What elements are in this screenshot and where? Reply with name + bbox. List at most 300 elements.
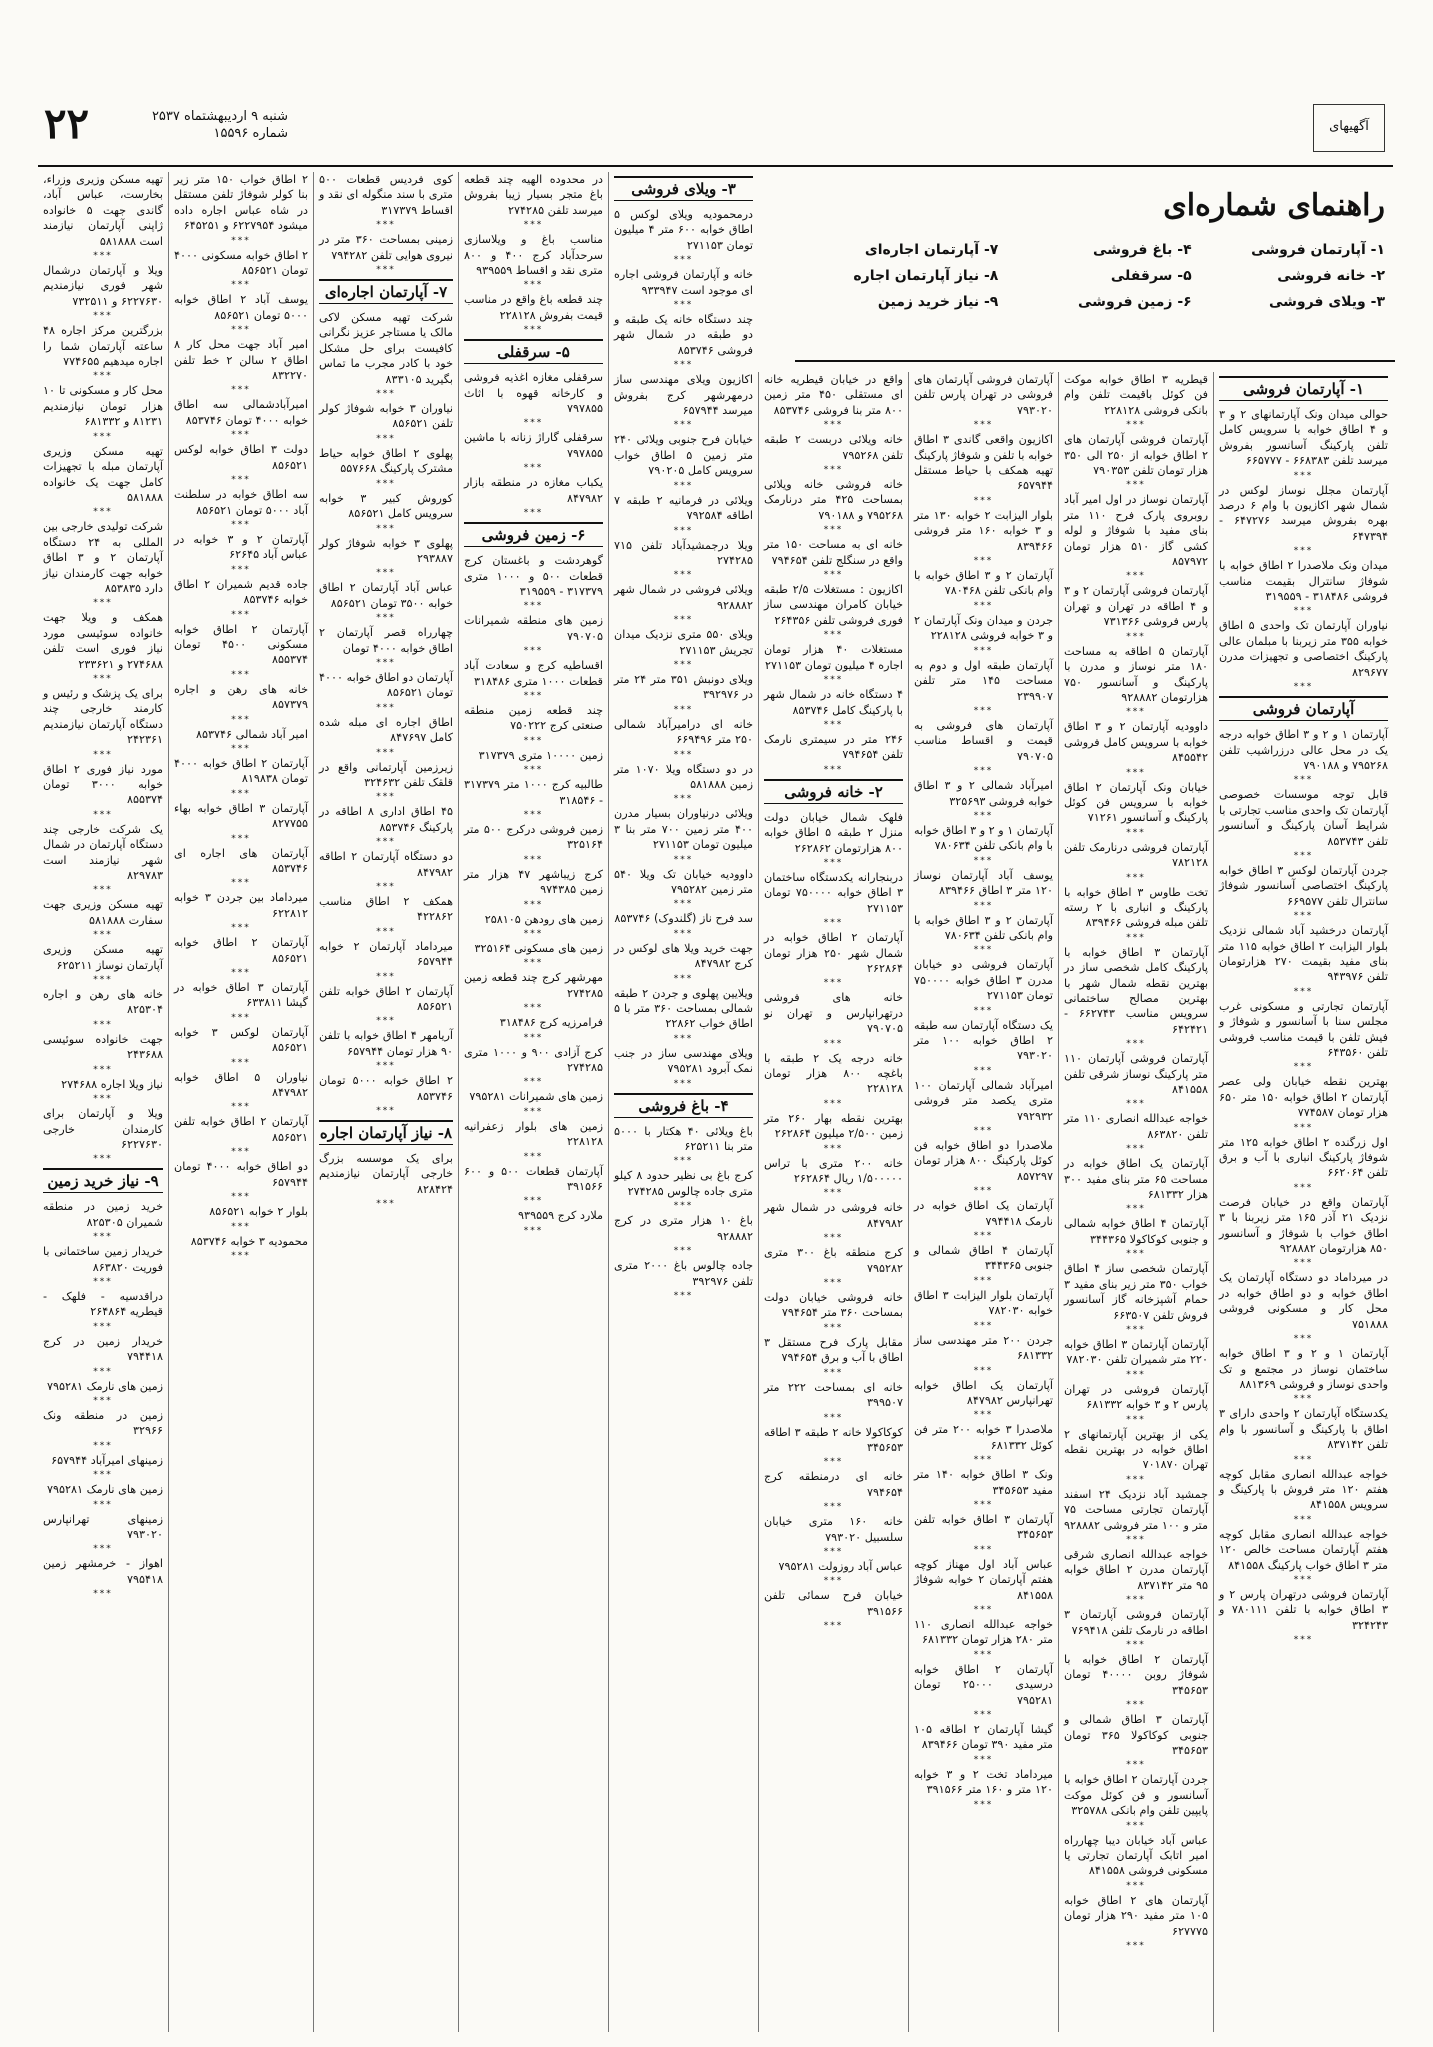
ad-separator: *** (823, 1546, 844, 1557)
classified-ad: خانه های رهن و اجاره ۸۲۵۳۰۴ (43, 988, 163, 1017)
classified-ad: خانه های رهن و اجاره ۸۵۷۳۷۹ (174, 682, 308, 712)
classified-ad: عباس آباد آپارتمان ۲ اطاق خوابه ۳۵۰۰ تومان ۸۵۶۵۲۱ (319, 581, 453, 610)
ad-separator: *** (231, 833, 251, 844)
ad-separator: *** (1126, 932, 1146, 943)
classified-ad: میرداماد بین جردن ۳ خوابه ۶۲۲۸۱۲ (174, 891, 308, 920)
column-6 (458, 172, 608, 2032)
guide-item: ۶- زمین فروشی (1078, 294, 1192, 310)
ad-separator: *** (231, 968, 251, 979)
classified-ad: زمین های شمیرانات ۷۹۵۲۸۱ (469, 1090, 603, 1104)
classified-ad: سد فرح ناز (گلندوک) ۸۵۳۷۴۶ (614, 912, 753, 926)
ad-separator: *** (231, 475, 251, 486)
ad-separator: *** (1293, 1334, 1314, 1345)
classified-ad: ملاصدرا دو اطاق خوابه فن کوئل پارکینگ ۸۰۰ هزار تومان ۸۵۷۲۹۷ (914, 1139, 1053, 1183)
ad-separator: *** (823, 1367, 844, 1378)
classified-ad: ویلا درجمشیدآباد تلفن ۷۱۵ ۲۷۴۲۸۵ (614, 538, 753, 567)
classified-ad: چهارراه قصر آپارتمان ۲ اطاق خوابه ۴۰۰۰ تومان (319, 626, 453, 655)
ad-separator: *** (1293, 1454, 1314, 1465)
classified-ad: ویلای ۵۵۰ متری نزدیک میدان تجریش ۲۷۱۱۵۳ (614, 628, 753, 657)
classified-ad: خرید زمین در منطقه شمیران ۸۲۵۳۰۵ (43, 1200, 163, 1229)
ad-separator: *** (523, 508, 544, 519)
ad-separator: *** (823, 525, 844, 536)
classified-ad: آپارتمان ۲ اطاق خوابه ۸۵۶۵۲۱ (174, 936, 308, 965)
classified-ad: ویلای دونبش ۳۵۱ متر ۲۴ متر در ۳۹۲۹۷۶ (614, 672, 753, 702)
classified-ad: آپارتمان بلوار الیزابت ۳ اطاق خوابه ۷۸۲۰۳۰ (914, 1288, 1053, 1318)
classified-ad: یک شرکت خارجی چند دستگاه آپارتمان در شمال شهر نیازمند است ۸۲۹۷۸۳ (43, 822, 163, 883)
ad-separator: *** (673, 659, 694, 670)
ad-separator: *** (93, 1395, 113, 1406)
ad-separator: *** (973, 900, 994, 911)
classified-ad: سرقفلی گاراژ زنانه با ماشین ۷۹۷۸۵۵ (464, 431, 603, 460)
ad-separator: *** (523, 1032, 544, 1043)
classified-ad: میرداماد آپارتمان ۲ خوابه ۶۵۷۹۴۴ (319, 939, 453, 969)
classified-ad: آپارتمان های ۲ اطاق خوابه ۱۰۵ متر مفید ۲۹۰ هزار تومان ۶۲۷۷۷۵ (1064, 1893, 1208, 1938)
ad-separator: *** (1126, 1099, 1146, 1110)
classified-ad: جردن آپارتمان ۲ اطاق خوابه با آسانسور و فن کوئل موکت پایپین تلفن وام بانکی ۳۲۵۷۸۸ (1064, 1773, 1208, 1818)
classified-ad: آپارتمان فروشی آپارتمان های فروشی در تهران پارس تلفن ۷۹۳۰۲۰ (914, 373, 1053, 417)
classified-ad: همکف و ویلا جهت خانواده سوئیسی مورد نیاز فوری است تلفن ۲۷۴۶۸۸ و ۲۳۳۶۲۱ (43, 611, 163, 671)
classified-ad: خریدار زمین ساختمانی با فوریت ۸۶۳۸۲۰ (43, 1245, 163, 1274)
ad-separator: *** (673, 1033, 694, 1044)
classified-ad: آپارتمان ۲ اطاق خوابه با شوفاژ روبن ۴۰۰۰۰ تومان ۳۴۵۶۵۳ (1064, 1653, 1208, 1697)
classified-ad: یوسف آباد ۲ اطاق خوابه ۵۰۰۰ تومان ۸۵۶۵۲۱ (174, 293, 308, 322)
classified-ad: ویلائی فروشی در شمال شهر ۹۲۸۸۸۲ (614, 583, 753, 612)
classified-ad: آپارتمان یک اطاق خوابه در نارمک ۷۹۴۴۱۸ (914, 1199, 1053, 1228)
ad-separator: *** (973, 600, 994, 611)
ad-separator: *** (823, 1188, 844, 1199)
ad-separator: *** (1293, 986, 1314, 997)
classified-ad: اول زرگنده ۲ اطاق خوابه ۱۲۵ متر شوفاژ پارکینگ انباری با آب و برق تلفن ۶۶۲۰۶۴ (1219, 1135, 1388, 1180)
classified-ad: باغ ویلائی ۴۰ هکتار با ۵۰۰۰ متر بنا ۶۲۵۲۱۱ (614, 1124, 753, 1154)
ad-separator: *** (973, 1186, 994, 1197)
ad-separator: *** (1293, 1514, 1314, 1525)
guide-item: ۴- باغ فروشی (1092, 242, 1192, 258)
ad-separator: *** (231, 878, 251, 889)
classified-ad: آپارتمان ۳ اطاق خوابه در گیشا ۶۳۳۸۱۱ (174, 981, 308, 1010)
classified-ad: کوکاکولا خانه ۲ طبقه ۳ اطاقه ۳۴۵۶۵۳ (764, 1425, 903, 1454)
ad-separator: *** (376, 1199, 396, 1210)
classified-ad: زمین های منطقه شمیرانات ۷۹۰۷۰۵ (464, 614, 603, 643)
classified-ad: درمحمودیه ویلای لوکس ۵ اطاق خوابه ۶۰۰ متر ۴ میلیون تومان ۲۷۱۱۵۳ (614, 208, 754, 252)
ad-separator: *** (523, 1106, 544, 1117)
ad-separator: *** (1293, 1122, 1314, 1133)
classified-ad: قیطریه ۳ اطاق خوابه موکت فن کوئل باقیمت تلفن وام بانکی فروشی ۲۲۸۱۲۸ (1064, 373, 1208, 417)
classified-ad: شرکت تولیدی خارجی بین المللی به ۲۴ دستگاه آپارتمان ۲ و ۳ اطاق خوابه جهت کارمندان نیاز دارد ۸۵۳۸۳۵ (43, 520, 163, 595)
classified-ad: جمشید آباد نزدیک ۲۴ اسفند آپارتمان تجارتی مساحت ۷۵ متر و ۱۰۰ متر فروشی ۹۲۸۸۸۲ (1064, 1487, 1208, 1532)
classified-ad: آپارتمان یک اطاق خوابه تهرانپارس ۸۴۷۹۸۲ (914, 1378, 1053, 1407)
ad-separator: *** (93, 1589, 113, 1600)
ad-separator: *** (673, 1201, 694, 1212)
ad-separator: *** (673, 255, 694, 266)
classified-ad: یکباب مغازه در منطقه بازار ۸۴۷۹۸۲ (464, 476, 603, 505)
ad-separator: *** (376, 265, 396, 276)
classified-ad: خیابان فرح سمائی تلفن ۳۹۱۵۶۶ (764, 1589, 903, 1618)
classified-ad: آپارتمان فروشی آپارتمان ۳ اطاقه در نارمک تلفن ۷۶۹۴۱۸ (1064, 1608, 1208, 1637)
ad-separator: *** (673, 854, 694, 865)
issue-number: شماره ۱۵۵۹۶ (213, 126, 288, 141)
ad-separator: *** (673, 1290, 694, 1301)
ad-separator: *** (231, 1057, 251, 1068)
classified-ad: گیشا آپارتمان ۲ اطاقه ۱۰۵ متر مفید ۳۹۰ تومان ۸۳۹۴۶۶ (914, 1723, 1053, 1752)
ad-separator: *** (376, 837, 396, 848)
classified-ad: ویلائی در فرمانیه ۲ طبقه ۷ اطاقه ۷۹۲۵۸۴ (614, 493, 753, 523)
ad-separator: *** (376, 433, 396, 444)
classified-ad: خیابان ونک آپارتمان ۲ اطاق خوابه با سرویس فن کوئل پارکینگ و آسانسور ۷۱۲۶۱ (1064, 780, 1208, 825)
classified-ad: آپارتمان ۱ و ۲ و ۳ اطاق خوابه درجه یک در محل عالی درزراشیب تلفن ۷۹۵۲۶۸ و ۷۹۰۱۸۸ (1219, 728, 1389, 772)
ad-separator: *** (93, 749, 113, 760)
ad-separator: *** (973, 1231, 994, 1242)
ad-separator: *** (673, 480, 694, 491)
classified-ad: جهت خانواده سوئیسی ۲۴۳۶۸۸ (43, 1032, 163, 1062)
ad-separator: *** (673, 1246, 694, 1257)
guide-item: ۲- خانه فروشی (1277, 268, 1385, 284)
classified-ad: دربنجارانه یکدستگاه ساختمان ۳ اطاق خوابه ۷۵۰۰۰۰ تومان ۲۷۱۱۵۳ (764, 870, 903, 915)
classified-ad: خانه فروشی در شمال شهر ۸۴۷۹۸۲ (764, 1201, 903, 1230)
ad-separator: *** (673, 794, 694, 805)
ad-separator: *** (376, 523, 396, 534)
ad-separator: *** (973, 1410, 994, 1421)
classified-ad: جردن و میدان ونک آپارتمان ۲ و ۳ خوابه فروشی ۲۲۸۱۲۸ (914, 613, 1053, 643)
classified-ad: اقساطیه کرج و سعادت آباد قطعات ۱۰۰۰ متری ۳۱۸۴۸۶ (464, 659, 603, 688)
classified-ad: پهلوی ۳ خوابه شوفاژ کولر ۲۹۳۸۸۷ (319, 536, 453, 565)
classified-ad: آپارتمان فروشی آپارتمان های ۲ اطاق خوابه از ۲۵۰ الی ۳۵۰ هزار تومان تلفن ۷۹۰۳۵۳ (1064, 433, 1208, 478)
classified-ad: عباس آباد خیابان دیبا چهارراه امیر اتابک آپارتمان تجارتی یا مسکونی فروشی ۸۴۱۵۵۸ (1064, 1833, 1208, 1878)
classified-ad: گوهردشت و باغستان کرج قطعات ۵۰۰ و ۱۰۰۰ متری ۳۱۷۳۷۹ - ۳۱۹۵۵۹ (464, 554, 603, 598)
classified-ad: یوسف آباد آپارتمان نوساز ۱۲۰ متر ۳ اطاق ۸۳۹۴۶۶ (914, 868, 1053, 898)
classified-ad: آپارتمان ۲ اطاق خوابه در شمال شهر ۲۵۰ هزار تومان ۲۶۲۸۶۴ (764, 931, 903, 975)
classified-ad: ۲ اطاق خوابه مسکونی ۴۰۰۰ تومان ۸۵۶۵۲۱ (174, 248, 308, 278)
section-heading: ۹- نیاز خرید زمین (43, 1168, 163, 1193)
classified-ad: نیاوران ۳ خوابه شوفاژ کولر تلفن ۸۵۶۵۲۱ (319, 402, 453, 431)
classified-ad: آپارتمان ۳ اطاق خوابه با پارکینگ کامل شخصی ساز در بهترین نقطه شمال شهر با بهترین مصالح ساختمانی سرویس مناسب ۶۶۲۷۴۳ - ۶۴۲۴۲۱ (1064, 945, 1209, 1036)
ad-separator: *** (973, 1275, 994, 1286)
classified-ad: آپارتمان ۲ اطاق خوابه مسکونی ۴۵۰۰ تومان ۸۵۵۳۷۴ (174, 622, 308, 667)
classified-ad: بهترین نقطه خیابان ولی عصر آپارتمان ۲ اطاق خوابه ۱۵۰ متر ۶۵۰ هزار تومان ۷۷۴۵۸۷ (1219, 1075, 1388, 1120)
classified-ad: خواجه عبدالله انصاری ۱۱۰ متر ۲۸۰ هزار تومان ۶۸۱۳۳۲ (914, 1617, 1053, 1647)
ad-separator: *** (93, 885, 113, 896)
classified-ad: مورد نیاز فوری ۲ اطاق خوابه ۳۰۰۰ تومان ۸۵۵۳۷۴ (43, 762, 163, 807)
classified-ad: خواجه عبدالله انصاری ۱۱۰ متر تلفن ۸۶۳۸۲۰ (1064, 1112, 1208, 1141)
classified-ad: ۴۵ اطاق اداری ۸ اطاقه در پارکینگ ۸۵۳۷۴۶ (319, 805, 453, 834)
classified-ad: امیر آباد جهت محل کار ۸ اطاق ۲ سالن ۲ خط تلفن ۸۳۲۲۷۰ (174, 338, 308, 383)
classified-ad: سرقفلی مغازه اغذیه فروشی و کارخانه قهوه با اثاث ۷۹۷۸۵۵ (464, 371, 603, 416)
ad-separator: *** (376, 613, 396, 624)
ad-separator: *** (376, 568, 396, 579)
classified-ad: اهواز - خرمشهر زمین ۷۹۵۴۱۸ (43, 1557, 163, 1586)
classified-ad: زمین های نارمک ۷۹۵۲۸۱ (46, 1483, 163, 1497)
classified-ad: فلهک شمال خیابان دولت منزل ۲ طبقه ۵ اطاق خوابه ۸۰۰ هزارتومان ۲۶۲۸۶۲ (764, 810, 903, 855)
ad-separator: *** (231, 743, 251, 754)
classified-ad: بهترین نقطه بهار ۲۶۰ متر زمین ۲/۵۰۰ میلیون ۲۶۲۸۶۴ (764, 1111, 903, 1141)
section-heading: آپارتمان فروشی (1219, 696, 1388, 721)
classified-columns (38, 172, 1393, 2032)
classified-ad: اطاق اجاره ای مبله شده کامل ۸۴۷۶۹۷ (319, 715, 453, 745)
ad-separator: *** (231, 280, 251, 291)
ad-separator: *** (231, 1221, 251, 1232)
classified-ad: کوی فردیس قطعات ۵۰۰ متری با سند منگوله ای نقد و اقساط ۳۱۷۳۷۹ (319, 173, 453, 217)
classified-ad: خانه فروشی خانه ویلائی بمساحت ۴۲۵ متر درنارمک ۷۹۵۲۶۸ و ۷۹۰۱۸۸ (764, 478, 903, 522)
classified-ad: محل کار و مسکونی تا ۱۰ هزار تومان نیازمندیم ۸۱۲۳۱ و ۶۸۱۳۳۲ (43, 384, 163, 429)
ad-separator: *** (1293, 1635, 1314, 1646)
ad-separator: *** (1126, 1474, 1146, 1485)
ad-separator: *** (523, 899, 544, 910)
classified-ad: جاده چالوس باغ ۲۰۰۰ متری تلفن ۳۹۲۹۷۶ (614, 1259, 753, 1288)
classified-ad: آپارتمان فروشی در تهران پارس ۲ و ۳ خوابه ۶۸۱۳۳۲ (1064, 1382, 1208, 1412)
ad-separator: *** (1126, 1144, 1146, 1155)
classified-ad: آپارتمان نوساز در اول امیر آباد روبروی پارک فرح ۱۱۰ متر بنای مفید با شوفاژ و لوله کشی گاز ۵۱۰ هزار تومان ۸۵۷۹۷۲ (1064, 493, 1208, 569)
column-4 (758, 372, 908, 2032)
classified-ad: آپارتمان ۱ و ۲ و ۳ اطاق خوابه ساختمان نوساز در مجتمع و تک واحدی نوساز و فروشی ۸۸۱۳۶۹ (1219, 1347, 1389, 1391)
ad-separator: *** (823, 1457, 844, 1468)
classified-ad: نیاوران آپارتمان تک واحدی ۵ اطاق خوابه ۳۵۵ متر زیربنا با مبلمان عالی پارکینگ اختصاصی و تجهیزات مدرن ۸۲۹۶۷۷ (1219, 619, 1388, 679)
classified-ad: عباس آباد اول مهناز کوچه هفتم آپارتمان ۲ خوابه شوفاژ ۸۴۱۵۵۸ (914, 1557, 1053, 1602)
classified-ad: ملارد کرج ۹۳۹۵۵۹ (518, 1209, 603, 1223)
ad-separator: *** (1126, 872, 1146, 883)
ad-separator: *** (1126, 827, 1146, 838)
ad-separator: *** (231, 714, 251, 725)
ad-separator: *** (231, 564, 251, 575)
classified-ad: کرج زیباشهر ۴۷ هزار متر زمین ۹۷۴۳۸۵ (464, 867, 603, 897)
ad-separator: *** (1126, 1534, 1146, 1545)
column-2 (1058, 372, 1213, 2032)
classified-ad: پهلوی ۲ اطاق خوابه حیاط مشترک پارکینگ ۵۵۷۶۶۸ (319, 446, 453, 476)
issue-date: شنبه ۹ اردیبهشتماه ۲۵۳۷ (151, 109, 288, 124)
ad-separator: *** (93, 1019, 113, 1030)
ad-separator: *** (973, 1710, 994, 1720)
section-heading: ۶- زمین فروشی (464, 522, 603, 547)
classified-ad: چند قطعه زمین منطقه صنعتی کرج ۷۵۰۲۲۲ (464, 703, 603, 733)
ad-separator: *** (823, 719, 844, 730)
ad-separator: *** (1293, 775, 1314, 786)
classified-ad: آپارتمان ۲ اطاق خوابه تلفن ۸۵۶۵۲۱ (319, 984, 453, 1014)
classified-ad: باغ ۱۰ هزار متری در کرج ۹۲۸۸۸۲ (614, 1214, 753, 1243)
classified-ad: خانه و آپارتمان فروشی اجاره ای موجود است ۹۳۳۹۴۷ (614, 268, 753, 297)
ad-separator: *** (93, 809, 113, 820)
classified-ad: آپارتمان یک اطاق خوابه در مساحت ۶۵ متر بنای مفید ۳۰۰ هزار ۶۸۱۳۳۲ (1064, 1157, 1208, 1202)
classified-ad: خانه ۱۶۰ متری خیابان سلسبیل ۷۹۳۰۲۰ (764, 1515, 903, 1544)
header-rule (38, 165, 1393, 167)
classified-ad: خواجه عبدالله انصاری مقابل کوچه هفتم ۱۲۰ متر فروش با پارکینگ و سرویس ۸۴۱۵۵۸ (1219, 1467, 1388, 1512)
classified-ad: آپارتمان فروشی آپارتمان ۲ و ۳ و ۴ اطاقه در تهران و تهران پارس فروشی ۷۳۱۳۶۶ (1064, 584, 1209, 629)
ad-separator: *** (231, 923, 251, 934)
classified-ad: داوودیه خیابان تک ویلا ۵۴۰ متر زمین ۷۹۵۲۸۲ (614, 867, 753, 896)
classified-ad: طالبیه کرج ۱۰۰۰ متر ۳۱۷۳۷۹ - ۳۱۸۵۴۶ (464, 778, 603, 807)
ad-separator: *** (231, 385, 251, 396)
newspaper-logo: آگهیهای (1313, 104, 1385, 152)
classified-ad: خریدار زمین در کرج ۷۹۴۴۱۸ (43, 1334, 163, 1364)
ad-separator: *** (231, 235, 251, 246)
ad-separator: *** (1126, 1880, 1146, 1891)
ad-separator: *** (93, 1094, 113, 1105)
ad-separator: *** (376, 478, 396, 489)
dateline (128, 108, 288, 142)
ad-separator: *** (1126, 1640, 1146, 1650)
ad-separator: *** (973, 1499, 994, 1510)
classified-ad: مقابل پارک فرح مستقل ۳ اطاق با آب و برق ۷۹۴۶۵۴ (764, 1335, 903, 1365)
classified-ad: تخت طاوس ۳ اطاق خوابه با پارکینگ و انباری با ۲ رسته تلفن مبله فروشی ۸۳۹۴۶۶ (1064, 885, 1208, 930)
classified-ad: زمین های مسکونی ۳۲۵۱۶۴ (474, 942, 603, 955)
classified-ad: کرج منطقه باغ ۳۰۰ متری ۷۹۵۲۸۲ (764, 1246, 903, 1275)
ad-separator: *** (673, 615, 694, 626)
ad-separator: *** (1293, 546, 1314, 557)
classified-ad: آپارتمان فروشی درنارمک تلفن ۷۸۲۱۲۸ (1064, 840, 1208, 870)
ad-separator: *** (1126, 1039, 1146, 1050)
ad-separator: *** (973, 810, 994, 821)
ad-separator: *** (523, 1225, 544, 1236)
classified-ad: حوالی میدان ونک آپارتمانهای ۲ و ۳ و ۴ اطاق خوابه با سرویس کامل تلفن پارکینگ آسانسور بفروش میرسد تلفن ۶۶۸۳۸۳ - ۶۶۵۷۷۷ (1219, 408, 1388, 468)
classified-ad: زمینهای تهرانپارس ۷۹۳۰۲۰ (43, 1512, 163, 1541)
ad-separator: *** (93, 1276, 113, 1287)
ad-separator: *** (823, 1278, 844, 1289)
classified-ad: امیرآباد شمالی ۲ و ۳ اطاق خوابه فروشی ۳۲۵۶۹۳ (914, 779, 1054, 808)
ad-separator: *** (673, 928, 694, 939)
classified-ad: آپارتمان طبقه اول و دوم به مساحت ۱۴۵ متر تلفن ۲۳۹۹۰۷ (914, 658, 1053, 703)
ad-separator: *** (1126, 631, 1146, 642)
ad-separator: *** (376, 702, 396, 713)
ad-separator: *** (1293, 911, 1314, 922)
classified-ad: نیاز ویلا اجاره ۲۷۴۶۸۸ (61, 1077, 163, 1091)
ad-separator: *** (523, 220, 544, 231)
classified-ad: جردن آپارتمان لوکس ۳ اطاق خوابه پارکینگ اختصاصی آسانسور شوفاژ سانترال تلفن ۶۶۹۵۷۷ (1219, 863, 1388, 908)
ad-separator: *** (523, 929, 544, 939)
classified-ad: دو اطاق خوابه ۴۰۰۰ تومان ۶۵۷۹۴۴ (174, 1160, 308, 1189)
ad-separator: *** (1126, 480, 1146, 491)
ad-separator: *** (93, 975, 113, 986)
classified-ad: چند قطعه باغ واقع در مناسب قیمت بفروش ۲۲۸۱۲۸ (464, 293, 603, 322)
ad-separator: *** (1293, 470, 1314, 481)
classified-ad: آپارتمان ۵ اطاقه به مساحت ۱۸۰ متر نوساز و مدرن با پارکینگ و آسانسور ۷۵۰ هزارتومان ۹۲۸۸۸۲ (1064, 644, 1208, 704)
classified-ad: آپارتمان شخصی ساز ۴ اطاق خواب ۳۵۰ متر زیر بنای مفید ۳ حمام آشپزخانه گاز آسانسور فروش تلفن ۶۶۳۵۰۷ (1064, 1262, 1208, 1322)
classified-ad: تهیه مسکن وزیری جهت سفارت ۵۸۱۸۸۸ (43, 898, 163, 927)
classified-ad: آپارتمان قطعات ۵۰۰ و ۶۰۰ ۳۹۱۵۶۶ (464, 1164, 604, 1194)
classified-ad: زمین های نارمک ۷۹۵۲۸۱ (46, 1379, 163, 1393)
ad-separator: *** (376, 657, 396, 668)
ad-separator: *** (1126, 707, 1146, 718)
page-number: ۲۲ (44, 99, 90, 148)
ad-separator: *** (93, 311, 113, 322)
ad-separator: *** (523, 463, 544, 474)
ad-separator: *** (376, 1061, 396, 1072)
ad-separator: *** (673, 1078, 694, 1089)
ad-separator: *** (973, 1544, 994, 1555)
section-heading: ۸- نیاز آپارتمان اجاره (319, 1120, 453, 1145)
guide-list (805, 242, 1385, 310)
ad-separator: *** (376, 971, 396, 982)
ad-separator: *** (823, 918, 844, 929)
classified-ad: آریامهر ۴ اطاق خوابه با تلفن ۹۰ هزار تومان ۶۵۷۹۴۴ (319, 1029, 453, 1058)
ad-separator: *** (93, 1064, 113, 1075)
ad-separator: *** (823, 1098, 844, 1109)
ad-separator: *** (973, 1126, 994, 1137)
ad-separator: *** (823, 1621, 844, 1632)
ad-separator: *** (823, 1412, 844, 1423)
classified-ad: ۲ اطاق خوابه ۵۰۰۰ تومان ۸۵۳۷۴۶ (319, 1074, 453, 1103)
ad-separator: *** (231, 1192, 251, 1203)
guide-item: ۸- نیاز آپارتمان اجاره (853, 268, 999, 284)
classified-ad: خانه ای بمساحت ۲۲۲ متر ۳۹۹۵۰۷ (764, 1380, 903, 1410)
ad-separator: *** (93, 371, 113, 382)
classified-ad: زمین های بلوار زعفرانیه ۲۲۸۱۲۸ (464, 1119, 603, 1149)
classified-ad: آپارتمان تجارتی و مسکونی غرب مجلس سنا با آسانسور و شوفاژ و فیش تلفن با قیمت مناسب فروشی تلفن ۶۴۳۵۶۰ (1219, 999, 1388, 1059)
ad-separator: *** (673, 704, 694, 715)
classified-ad: ویلا و آپارتمان درشمال شهر فوری نیازمندیم ۶۲۲۷۶۳۰ و ۷۳۲۵۱۱ (43, 264, 163, 308)
classified-ad: آپارتمان دو اطاق خوابه ۴۰۰۰ تومان ۸۵۶۵۲۱ (319, 670, 453, 700)
ad-separator: *** (1126, 1941, 1146, 1952)
ad-separator: *** (1126, 1204, 1146, 1215)
ad-separator: *** (673, 973, 694, 984)
ad-separator: *** (823, 570, 844, 581)
classified-ad: بلوار ۲ خوابه ۸۵۶۵۲۱ (209, 1205, 308, 1219)
classified-ad: زمینهای امیرآباد ۶۵۷۹۴۴ (51, 1453, 163, 1467)
ad-separator: *** (1126, 1369, 1146, 1380)
classified-ad: زمین ۱۰۰۰۰ متری ۳۱۷۳۷۹ (478, 748, 603, 762)
classified-ad: تهیه مسکن وزیری آپارتمان نوساز ۶۲۵۲۱۱ (43, 943, 163, 972)
ad-separator: *** (673, 525, 694, 536)
ad-separator: *** (1126, 1700, 1146, 1711)
ad-separator: *** (823, 978, 844, 989)
classified-ad: در دو دستگاه ویلا ۱۰۷۰ متر زمین ۵۸۱۸۸۸ (614, 762, 753, 791)
classified-ad: یک دستگاه آپارتمان سه طبقه ۲ اطاق خوابه ۱۰۰ متر ۷۹۳۰۲۰ (914, 1018, 1053, 1063)
ad-separator: *** (973, 1799, 994, 1810)
classified-ad: میرداماد تخت ۲ و ۳ خوابه ۱۲۰ متر و ۱۶۰ متر ۳۹۱۵۶۶ (914, 1767, 1053, 1797)
classified-ad: خانه ای به مساحت ۱۵۰ متر واقع در سنگلج تلفن ۷۹۴۶۵۴ (764, 538, 903, 567)
classified-ad: خواجه عبدالله انصاری مقابل کوچه هفتم آپارتمان مساحت خالص ۱۲۰ متر ۳ اطاق خواب پارکینگ ۸۴۱۵۵۸ (1219, 1527, 1388, 1572)
classified-ad: برای یک پزشک و رئیس و کارمند خارجی چند دستگاه آپارتمان نیازمندیم ۲۴۲۳۶۱ (43, 686, 163, 747)
ad-separator: *** (1126, 1414, 1146, 1425)
classified-ad: آپارتمان ۱ و ۲ و ۳ اطاق خوابه با وام بانکی تلفن ۷۸۰۶۳۴ (913, 823, 1053, 853)
classified-ad: آپارتمان ۳ اطاق خوابه بهاء ۸۲۷۷۵۵ (174, 801, 308, 831)
ad-separator: *** (93, 1232, 113, 1243)
ad-separator: *** (823, 675, 844, 686)
classified-ad: تهیه مسکن وزیری وزراء، بخارست، عباس آباد، گاندی جهت ۵ خانواده ژاپنی آپارتمان نیازمند است ۵۸۱۸۸۸ (43, 173, 163, 248)
column-8 (168, 172, 313, 2032)
ad-separator: *** (973, 1320, 994, 1331)
ad-separator: *** (673, 899, 694, 910)
ad-separator: *** (1126, 1595, 1146, 1606)
ad-separator: *** (1293, 606, 1314, 617)
ad-separator: *** (1293, 682, 1314, 693)
classified-ad: خانه ای درامیرآباد شمالی ۲۵۰ متر ۶۶۹۴۹۶ (614, 717, 753, 747)
classified-ad: زمین در منطقه ونک ۳۲۹۶۶ (43, 1408, 163, 1438)
classified-ad: ۲ اطاق خواب ۱۵۰ متر زیر بنا کولر شوفاژ تلفن مستقل در شاه عباس اجاره داده میشود ۶۲۲۷۹۵۴ و ۶۴۵۲۵۱ (174, 173, 309, 233)
classified-ad: سه اطاق خوابه در سلطنت آباد ۵۰۰۰ تومان ۸۵۶۵۲۱ (174, 488, 308, 517)
section-heading: ۵- سرقفلی (464, 339, 603, 364)
classified-ad: آپارتمان ۲ اطاق خوابه ۴۰۰۰ تومان ۸۱۹۸۳۸ (174, 756, 309, 786)
ad-separator: *** (523, 280, 544, 291)
classified-ad: زمین های رودهن ۲۵۸۱۰۵ (484, 912, 603, 926)
classified-ad: خیابان فرح جنوبی ویلائی ۲۴۰ متر زمین ۵ اطاق خواب سرویس کامل ۷۹۰۲۰۵ (614, 433, 753, 478)
ad-separator: *** (1126, 767, 1146, 778)
ad-separator: *** (1126, 1820, 1146, 1831)
ad-separator: *** (523, 809, 544, 820)
ad-separator: *** (823, 1233, 844, 1244)
classified-ad: اکازیون واقعی گاندی ۳ اطاق خوابه با تلفن و شوفاژ پارکینگ تهیه همکف با حیاط مستقل ۶۵۷۹۴۴ (914, 433, 1053, 493)
ad-separator: *** (93, 251, 113, 262)
classified-ad: زمین فروشی درکرج ۵۰۰ متر ۳۲۵۱۶۴ (464, 822, 603, 852)
classified-ad: داوودیه آپارتمان ۲ و ۳ اطاق خوابه با سرویس کامل فروشی ۸۴۵۵۴۲ (1064, 720, 1208, 765)
classified-ad: ۴ دستگاه خانه در شمال شهر با پارکینگ کامل ۸۵۳۷۴۶ (764, 688, 903, 717)
ad-separator: *** (93, 1154, 113, 1165)
classified-ad: آپارتمان ۳ اطاق شمالی و جنوبی کوکاکولا ۳۶۵ تومان ۳۴۵۶۵۳ (1064, 1713, 1209, 1758)
column-5 (608, 172, 758, 2032)
classified-ad: خواجه عبدالله انصاری شرقی آپارتمان مدرن ۲ اطاق خوابه ۹۵ متر ۸۳۷۱۴۲ (1064, 1547, 1208, 1592)
classified-ad: میدان ونک ملاصدرا ۲ اطاق خوابه با شوفاژ سانترال بقیمت مناسب فروشی ۳۱۸۴۸۶ - ۳۱۹۵۵۹ (1219, 559, 1388, 604)
classified-ad: جردن ۲۰۰ متر مهندسی ساز ۶۸۱۳۳۲ (914, 1333, 1053, 1363)
section-heading: ۱- آپارتمان فروشی (1219, 376, 1388, 401)
ad-separator: *** (823, 1143, 844, 1154)
classified-ad: آپارتمان ۴ اطاق شمالی و جنوبی ۳۴۴۳۶۵ (914, 1244, 1054, 1273)
number-guide (795, 172, 1395, 362)
